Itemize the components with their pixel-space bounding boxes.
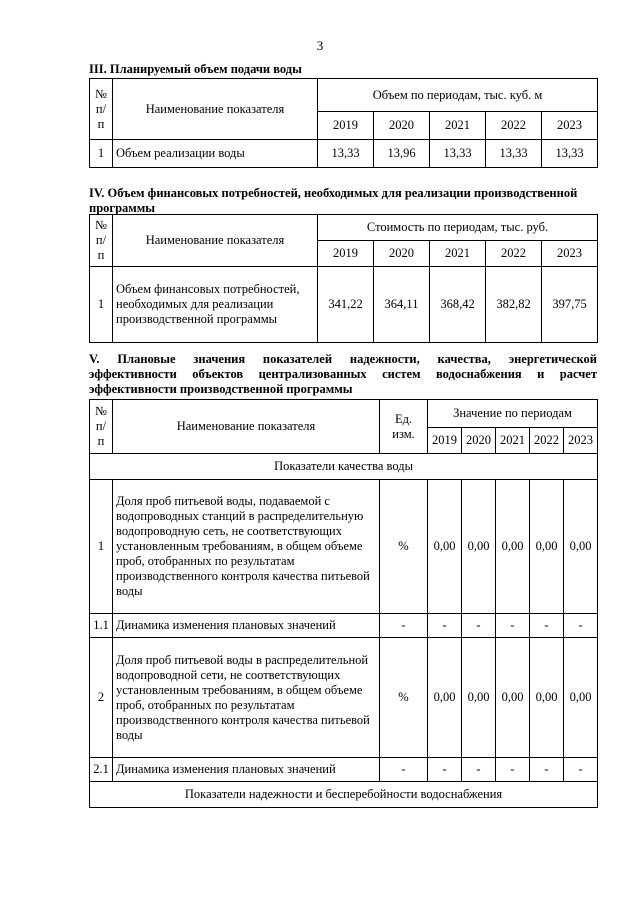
col-group-header: Значение по периодам — [428, 400, 598, 428]
row-no: 1 — [90, 480, 113, 614]
row-value: 13,33 — [318, 140, 374, 168]
financial-needs-table — [89, 214, 598, 343]
row-no: 2.1 — [90, 758, 113, 782]
table-row — [90, 614, 598, 638]
row-value: 0,00 — [530, 638, 564, 758]
col-no-header: № п/п — [90, 400, 113, 454]
col-name-header: Наименование показателя — [113, 215, 318, 267]
table-row — [90, 480, 598, 614]
row-no: 1.1 — [90, 614, 113, 638]
row-name: Динамика изменения плановых значений — [113, 614, 380, 638]
row-value: - — [428, 614, 462, 638]
year-header: 2019 — [318, 241, 374, 267]
section-3-title: III. Планируемый объем подачи воды — [89, 62, 302, 76]
row-value: - — [496, 758, 530, 782]
col-group-header: Объем по периодам, тыс. куб. м — [318, 79, 598, 112]
col-name-header: Наименование показателя — [113, 400, 380, 454]
subsection-quality: Показатели качества воды — [90, 454, 598, 480]
year-header: 2019 — [318, 112, 374, 140]
row-unit: - — [380, 758, 428, 782]
table-row — [90, 267, 598, 343]
year-header: 2023 — [542, 112, 598, 140]
col-no-header: № п/п — [90, 215, 113, 267]
year-header: 2020 — [462, 428, 496, 454]
row-value: 0,00 — [462, 480, 496, 614]
col-name-header: Наименование показателя — [113, 79, 318, 140]
row-value: - — [530, 614, 564, 638]
row-value: - — [530, 758, 564, 782]
row-value: 0,00 — [530, 480, 564, 614]
row-value: 13,33 — [486, 140, 542, 168]
row-value: 0,00 — [496, 480, 530, 614]
page-number: 3 — [316, 38, 324, 53]
year-header: 2020 — [374, 241, 430, 267]
row-value: 0,00 — [428, 638, 462, 758]
row-name: Доля проб питьевой воды, подаваемой с водопроводных станций в распределительную водопроводную сеть, не соответствующих установленным требованиям, в общем объеме проб, отобранных по результатам производственного контроля качества питьевой воды — [113, 480, 380, 614]
row-unit: % — [380, 480, 428, 614]
year-header: 2021 — [430, 112, 486, 140]
row-value: - — [462, 758, 496, 782]
year-header: 2021 — [496, 428, 530, 454]
row-value: - — [564, 614, 598, 638]
year-header: 2022 — [530, 428, 564, 454]
row-value: - — [564, 758, 598, 782]
row-value: - — [496, 614, 530, 638]
row-value: 0,00 — [496, 638, 530, 758]
table-row — [90, 140, 598, 168]
row-name: Объем финансовых потребностей, необходимых для реализации производственной программы — [113, 267, 318, 343]
year-header: 2023 — [564, 428, 598, 454]
year-header: 2023 — [542, 241, 598, 267]
row-name: Доля проб питьевой воды в распределительной водопроводной сети, не соответствующих установленным требованиям, в общем объеме проб, отобранных по результатам производственного контроля качества питьевой воды — [113, 638, 380, 758]
row-value: 0,00 — [564, 480, 598, 614]
year-header: 2022 — [486, 241, 542, 267]
row-value: 364,11 — [374, 267, 430, 343]
indicators-table — [89, 399, 598, 808]
row-value: 341,22 — [318, 267, 374, 343]
year-header: 2021 — [430, 241, 486, 267]
year-header: 2019 — [428, 428, 462, 454]
year-header: 2022 — [486, 112, 542, 140]
col-group-header: Стоимость по периодам, тыс. руб. — [318, 215, 598, 241]
subsection-reliability: Показатели надежности и бесперебойности водоснабжения — [90, 782, 598, 808]
table-row — [90, 758, 598, 782]
row-unit: % — [380, 638, 428, 758]
section-5-title: V. Плановые значения показателей надежности, качества, энергетической эффективности объектов централизованных систем водоснабжения и расчет эффективности производственной программы — [89, 352, 597, 396]
row-value: 397,75 — [542, 267, 598, 343]
row-no: 1 — [90, 267, 113, 343]
row-no: 2 — [90, 638, 113, 758]
row-value: 13,96 — [374, 140, 430, 168]
row-value: - — [428, 758, 462, 782]
water-supply-table — [89, 78, 598, 168]
row-name: Объем реализации воды — [113, 140, 318, 168]
section-4-title: IV. Объем финансовых потребностей, необходимых для реализации производственной программы — [89, 186, 578, 215]
row-value: 0,00 — [564, 638, 598, 758]
row-unit: - — [380, 614, 428, 638]
col-unit-header: Ед. изм. — [380, 400, 428, 454]
row-value: 368,42 — [430, 267, 486, 343]
row-no: 1 — [90, 140, 113, 168]
row-value: 0,00 — [428, 480, 462, 614]
col-no-header: № п/п — [90, 79, 113, 140]
row-value: 382,82 — [486, 267, 542, 343]
row-value: 13,33 — [542, 140, 598, 168]
year-header: 2020 — [374, 112, 430, 140]
row-value: - — [462, 614, 496, 638]
row-value: 13,33 — [430, 140, 486, 168]
row-value: 0,00 — [462, 638, 496, 758]
table-row — [90, 638, 598, 758]
row-name: Динамика изменения плановых значений — [113, 758, 380, 782]
